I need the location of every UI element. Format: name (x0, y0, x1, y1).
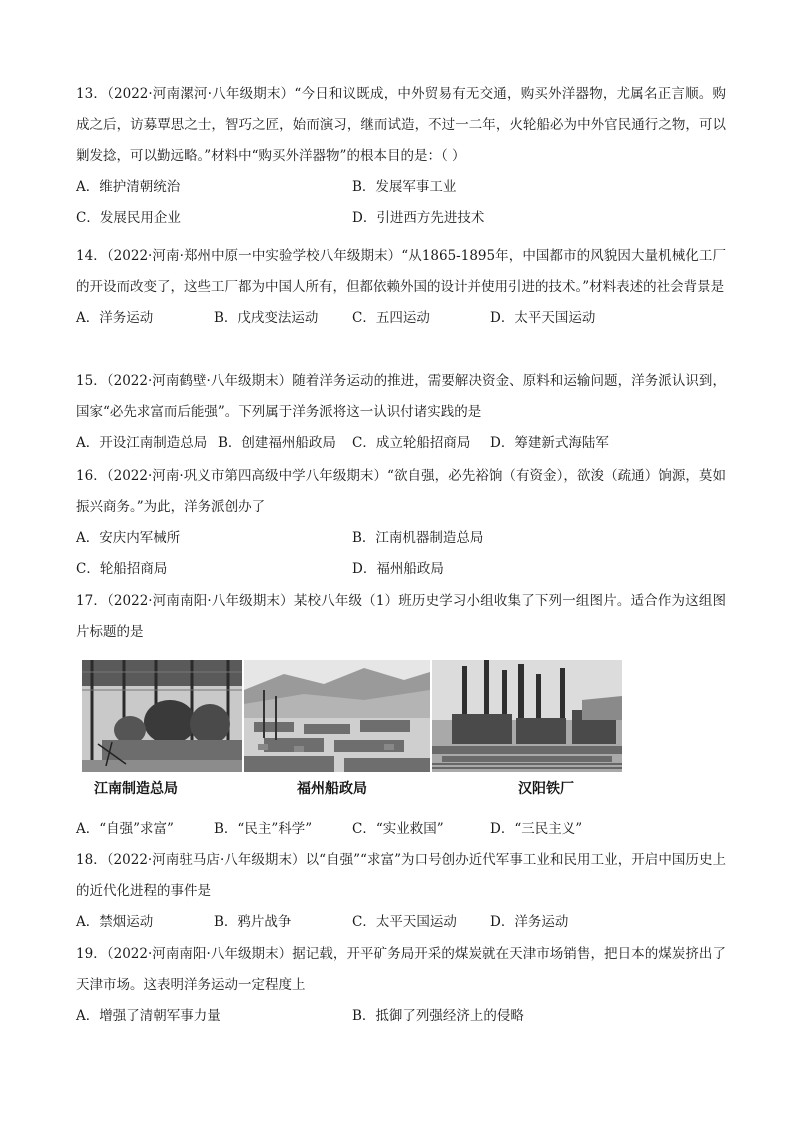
option-b[interactable]: B．江南机器制造总局 (352, 530, 484, 546)
photo-fuzhou-shipyard (244, 660, 430, 772)
question-stem (76, 241, 726, 303)
option-c[interactable]: C．成立轮船招商局 (352, 435, 471, 451)
question-text: “从1865-1895年，中国都市的风貌因大量机械化工厂的开设而改变了，这些工厂都为中国人所有，但都依赖外国的设计并使用引进的技术。”材料表述的社会背景是 (76, 248, 726, 295)
question-13 (76, 79, 726, 234)
option-b[interactable]: B．发展军事工业 (352, 179, 457, 195)
question-text: 某校八年级（1）班历史学习小组收集了下列一组图片。适合作为这组图片标题的是 (76, 593, 726, 640)
question-number: 19． (76, 946, 107, 962)
question-16 (76, 461, 726, 585)
question-number: 13． (76, 86, 108, 102)
option-d[interactable]: D．引进西方先进技术 (352, 210, 485, 226)
options-row (76, 814, 726, 845)
option-b[interactable]: B．创建福州船政局 (218, 435, 336, 451)
option-a[interactable]: A．维护清朝统治 (76, 179, 181, 195)
question-stem (76, 586, 726, 648)
question-source: （2022·河南南阳·八年级期末） (107, 593, 294, 609)
options-row (76, 907, 726, 938)
option-a[interactable]: A．安庆内军械所 (76, 530, 181, 546)
caption-jiangnan: 江南制造总局 (94, 781, 178, 797)
photo-jiangnan-arsenal (82, 660, 242, 772)
option-d[interactable]: D．筹建新式海陆军 (490, 435, 609, 451)
question-number: 18． (76, 852, 107, 868)
photo-hanyang-ironworks (432, 660, 622, 772)
question-text: 随着洋务运动的推进，需要解决资金、原料和运输问题，洋务派认识到，国家“必先求富而后能强”。下列属于洋务派将这一认识付诸实践的是 (76, 373, 726, 420)
question-stem (76, 939, 726, 1001)
question-source: （2022·河南驻马店·八年级期末） (106, 852, 306, 868)
options-row (76, 1001, 726, 1032)
question-stem (76, 845, 726, 907)
option-d[interactable]: D．“三民主义” (490, 821, 583, 837)
question-number: 15． (76, 373, 107, 389)
options-row (76, 303, 726, 334)
option-b[interactable]: B．鸦片战争 (214, 914, 292, 930)
question-stem (76, 461, 726, 523)
question-number: 17． (76, 593, 108, 609)
question-source: （2022·河南南阳·八年级期末） (106, 946, 293, 962)
question-source: （2022·河南鹤壁·八年级期末） (106, 373, 293, 389)
option-d[interactable]: D．洋务运动 (490, 914, 569, 930)
option-c[interactable]: C．五四运动 (352, 310, 430, 326)
options-row (76, 523, 726, 554)
question-text: 以“自强”“求富”为口号创办近代军事工业和民用工业，开启中国历史上的近代化进程的事件是 (76, 852, 726, 899)
option-c[interactable]: C．轮船招商局 (76, 561, 168, 577)
photo-strip (82, 660, 622, 772)
option-a[interactable]: A．洋务运动 (76, 310, 154, 326)
options-row (76, 428, 726, 459)
option-a[interactable]: A．开设江南制造总局 (76, 435, 208, 451)
options-row (76, 203, 726, 234)
caption-fuzhou: 福州船政局 (297, 781, 367, 797)
option-b[interactable]: B．抵御了列强经济上的侵略 (352, 1008, 524, 1024)
option-c[interactable]: C．“实业救国” (352, 821, 444, 837)
question-source: （2022·河南·巩义市第四高级中学八年级期末） (106, 468, 388, 484)
option-d[interactable]: D．福州船政局 (352, 561, 444, 577)
option-a[interactable]: A．“自强”求富” (76, 821, 174, 837)
option-b[interactable]: B．戊戌变法运动 (214, 310, 319, 326)
question-text: 据记载，开平矿务局开采的煤炭就在天津市场销售，把日本的煤炭挤出了天津市场。这表明洋务运动一定程度上 (76, 946, 726, 993)
options-row (76, 554, 726, 585)
options-row (76, 172, 726, 203)
caption-hanyang: 汉阳铁厂 (518, 781, 574, 797)
question-stem (76, 366, 726, 428)
question-17-options (76, 814, 726, 845)
question-source: （2022·河南·郑州中原一中实验学校八年级期末） (106, 248, 402, 264)
question-source: （2022·河南漯河·八年级期末） (107, 86, 295, 102)
option-d[interactable]: D．太平天国运动 (490, 310, 596, 326)
question-14 (76, 241, 726, 334)
question-number: 14． (76, 248, 107, 264)
question-stem (76, 79, 726, 172)
question-text: “今日和议既成，中外贸易有无交通，购买外洋器物，尤属名正言顺。购成之后，访募覃思之士，智巧之匠，始而演习，继而试造，不过一二年，火轮船必为中外官民通行之物，可以剿发捻，可以勤远略。”材料中“购买外洋器物”的根本目的是：（ ） (76, 86, 726, 164)
option-a[interactable]: A．禁烟运动 (76, 914, 154, 930)
question-text: “欲自强，必先裕饷（有资金），欲浚（疏通）饷源，莫如振兴商务。”为此，洋务派创办了 (76, 468, 726, 515)
question-18 (76, 845, 726, 938)
question-17 (76, 586, 726, 648)
option-c[interactable]: C．太平天国运动 (352, 914, 457, 930)
question-number: 16． (76, 468, 107, 484)
option-a[interactable]: A．增强了清朝军事力量 (76, 1008, 221, 1024)
question-15 (76, 366, 726, 459)
question-19 (76, 939, 726, 1032)
option-c[interactable]: C．发展民用企业 (76, 210, 181, 226)
option-b[interactable]: B．“民主”科学” (214, 821, 313, 837)
